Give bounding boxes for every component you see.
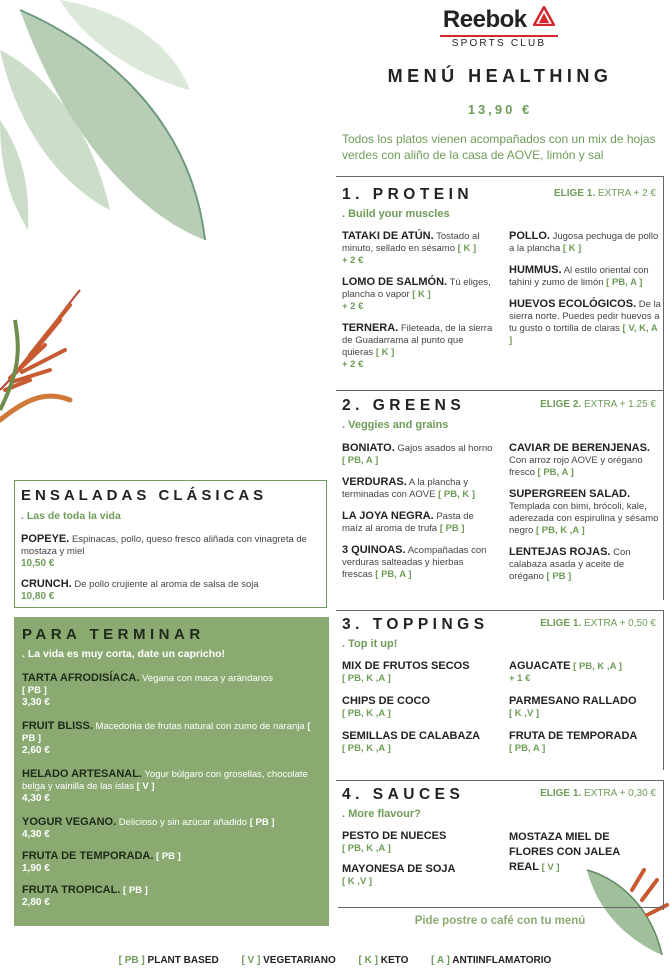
list-item: POPEYE. Espinacas, pollo, queso fresco aliñada con vinagreta de mostaza y miel 10,50 € [21, 533, 307, 569]
sauces-section [342, 786, 660, 820]
list-item: TERNERA. Fileteada, de la sierra de Guadarrama al punto que quieras [ K ] + 2 € [342, 322, 493, 370]
protein-extra: ELIGE 1. EXTRA + 2 € [554, 188, 656, 199]
reebok-sports-club-logo [440, 6, 558, 49]
menu-intro: Todos los platos vienen acompañados con un mix de hojas verdes con aliño de la casa de AOVE, limón y sal [342, 132, 656, 162]
logo-brand: Reebok [442, 6, 527, 33]
list-item: AGUACATE [ PB, K ,A ] + 1 € [509, 660, 622, 684]
list-item: TARTA AFRODISÍACA. Vegana con maca y arándanos [ PB ] 3,30 € [22, 672, 273, 708]
greens-right-column [509, 442, 661, 583]
list-item: FRUIT BLISS. Macedonia de frutas natural con zumo de naranja [ PB ] 2,60 € [22, 720, 311, 756]
list-item: CRUNCH. De pollo crujiente al aroma de salsa de soja 10,80 € [21, 578, 259, 602]
list-item: POLLO. Jugosa pechuga de pollo a la plancha [ K ] [509, 230, 659, 254]
toppings-left-column [342, 660, 502, 755]
list-item: FRUTA DE TEMPORADA [ PB, A ] [509, 730, 638, 754]
menu-title: MENÚ HEALTHING [387, 66, 613, 86]
sauces-subtitle: . More flavour? [342, 808, 421, 820]
greens-left-column [342, 442, 494, 581]
greens-extra: ELIGE 2. EXTRA + 1.25 € [540, 399, 656, 410]
list-item: BONIATO. Gajos asados al horno [ PB, A ] [342, 442, 493, 466]
ensaladas-title: ENSALADAS CLÁSICAS [21, 487, 268, 504]
greens-subtitle: . Veggies and grains [342, 419, 449, 431]
diet-legend [0, 955, 670, 966]
toppings-subtitle: . Top it up! [342, 638, 398, 650]
ensaladas-subtitle: . Las de toda la vida [21, 510, 121, 522]
protein-subtitle: . Build your muscles [342, 208, 450, 220]
protein-left-column [342, 230, 494, 371]
list-item: SUPERGREEN SALAD. Templada con bimi, brócoli, kale, aderezada con espirulina y sésamo negro [ PB, K ,A ] [509, 488, 659, 536]
sauces-extra: ELIGE 1. EXTRA + 0,30 € [540, 788, 656, 799]
ensaladas-box [14, 480, 327, 608]
red-palm-leaf-illustration [0, 250, 90, 430]
menu-price: 13,90 € [467, 102, 533, 117]
list-item: PESTO DE NUECES [ PB, K ,A ] [342, 830, 447, 854]
list-item: MIX DE FRUTOS SECOS [ PB, K ,A ] [342, 660, 470, 684]
sauces-left-column [342, 830, 494, 888]
sauces-right-column [509, 830, 634, 875]
logo-subtitle: SPORTS CLUB [440, 35, 558, 49]
list-item: MAYONESA DE SOJA [ K ,V ] [342, 863, 456, 887]
para-terminar-title: PARA TERMINAR [22, 626, 205, 643]
footer-note: Pide postre o café con tu menú [338, 907, 662, 927]
list-item: SEMILLAS DE CALABAZA [ PB, K ,A ] [342, 730, 481, 754]
list-item: TATAKI DE ATÚN. Tostado al minuto, sellado en sésamo [ K ] + 2 € [342, 230, 480, 266]
list-item: FRUTA TROPICAL. [ PB ] 2,80 € [22, 884, 148, 908]
list-item: PARMESANO RALLADO [ K ,V ] [509, 695, 637, 719]
para-terminar-subtitle: . La vida es muy corta, date un capricho! [22, 648, 226, 660]
toppings-right-column [509, 660, 661, 755]
list-item: LA JOYA NEGRA. Pasta de maíz al aroma de trufa [ PB ] [342, 510, 474, 534]
list-item: LOMO DE SALMÓN. Tú eliges, plancha o vapor [ K ] + 2 € [342, 276, 491, 312]
toppings-section [342, 616, 660, 650]
legend-item: [ V ] VEGETARIANO [241, 955, 336, 966]
legend-item: [ A ] ANTIINFLAMATORIO [431, 955, 552, 966]
protein-title: 1. PROTEIN [342, 186, 474, 203]
list-item: 3 QUINOAS. Acompañadas con verduras salteadas y hierbas frescas [ PB, A ] [342, 544, 487, 580]
protein-right-column [509, 230, 661, 347]
list-item: CAVIAR DE BERENJENAS. Con arroz rojo AOVE y orégano fresco [ PB, A ] [509, 442, 650, 478]
greens-section [342, 397, 660, 431]
list-item: YOGUR VEGANO. Delicioso y sin azúcar añadido [ PB ] 4,30 € [22, 816, 275, 840]
sauces-title: 4. SAUCES [342, 786, 465, 803]
list-item: MOSTAZA MIEL DE FLORES CON JALEA REAL [ V ] [509, 831, 620, 873]
para-terminar-box [14, 617, 329, 926]
protein-section [342, 186, 660, 220]
list-item: HELADO ARTESANAL. Yogur búlgaro con grosellas, chocolate belga y vainilla de las islas [ V ] 4,30 € [22, 768, 308, 804]
list-item: FRUTA DE TEMPORADA. [ PB ] 1,90 € [22, 850, 181, 874]
list-item: LENTEJAS ROJAS. Con calabaza asada y aceite de orégano [ PB ] [509, 546, 631, 582]
list-item: CHIPS DE COCO [ PB, K ,A ] [342, 695, 431, 719]
list-item: HUEVOS ECOLÓGICOS. De la sierra norte. Puedes pedir huevos a tu gusto o tortilla de claras [ V, K, A ] [509, 298, 661, 346]
toppings-title: 3. TOPPINGS [342, 616, 489, 633]
legend-item: [ K ] KETO [358, 955, 409, 966]
list-item: VERDURAS. A la plancha y terminadas con AOVE [ PB, K ] [342, 476, 476, 500]
list-item: HUMMUS. Al estilo oriental con tahini y zumo de limón [ PB, A ] [509, 264, 649, 288]
legend-item: [ PB ] PLANT BASED [118, 955, 219, 966]
toppings-extra: ELIGE 1. EXTRA + 0,50 € [540, 618, 656, 629]
reebok-delta-icon [533, 6, 555, 26]
greens-title: 2. GREENS [342, 397, 466, 414]
